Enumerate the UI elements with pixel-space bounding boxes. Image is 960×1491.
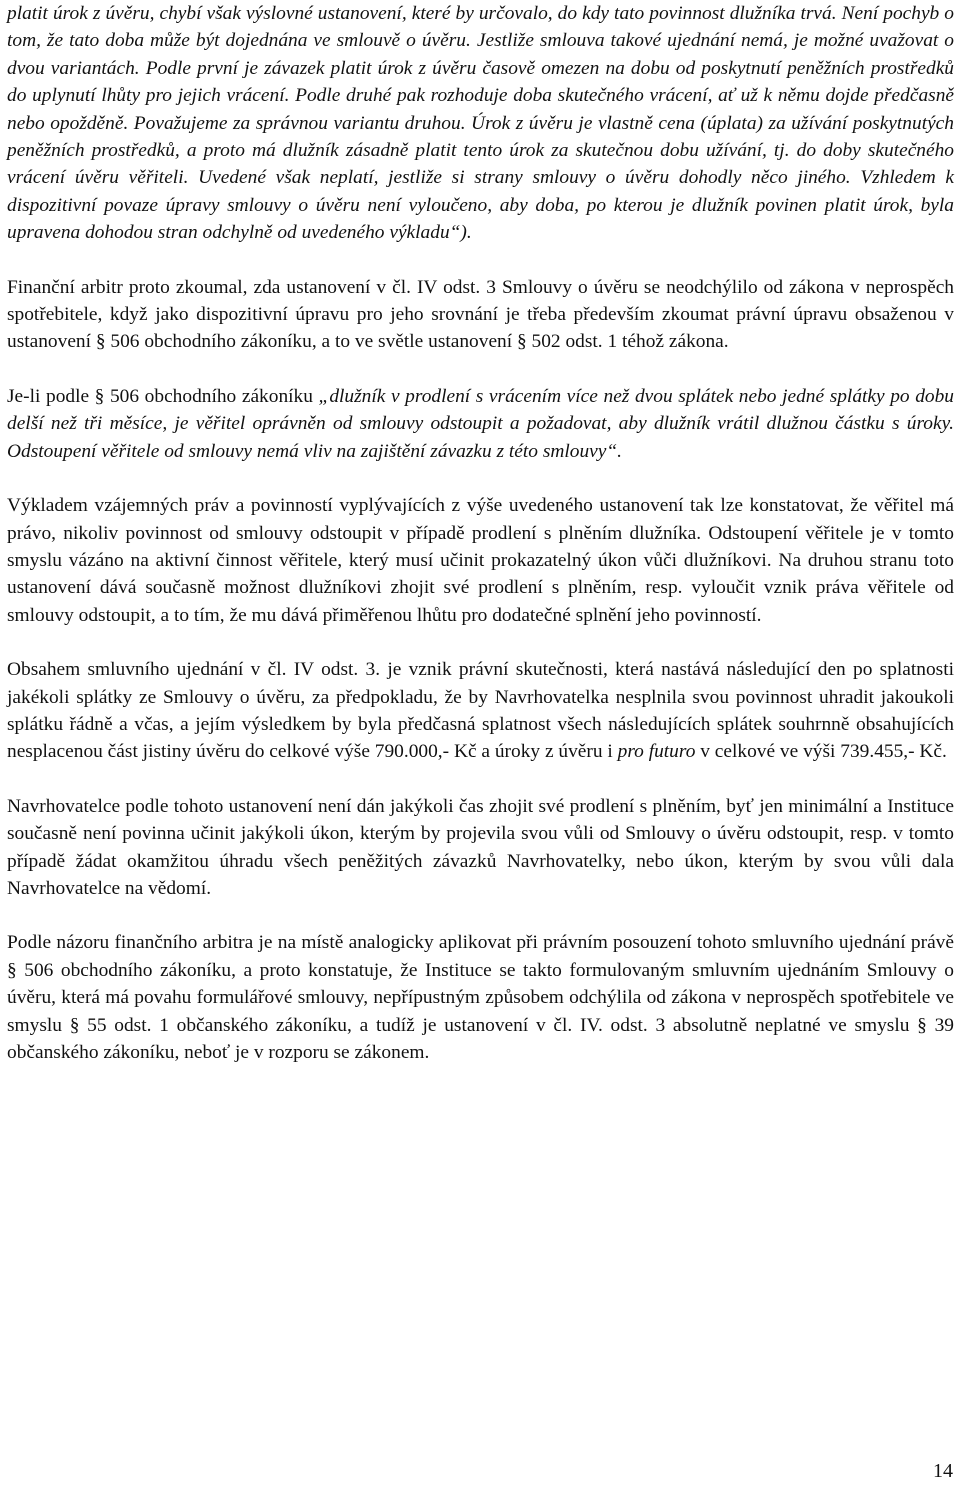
section-506-quote: „dlužník v prodlení s vrácením více než dvou splátek nebo jedné splátky po dobu delší než tři měsíce, je věřitel oprávněn od smlouvy odstoupit a požadovat, aby dlužník vrátil dlužnou částku s úroky. Odstoupení věřitele od smlouvy nemá vliv na zajištění závazku z této smlouvy“. — [7, 385, 955, 462]
paragraph-contract-content — [7, 656, 954, 766]
paragraph-section-506 — [7, 383, 954, 465]
paragraph-gap — [7, 629, 954, 656]
paragraph-gap — [7, 766, 954, 793]
section-506-lead: Je-li podle § 506 obchodního zákoníku — [7, 385, 319, 407]
contract-content-after: v celkové ve výši 739.455,- Kč. — [695, 741, 947, 763]
document-page — [7, 0, 954, 1066]
contract-content-before: Obsahem smluvního ujednání v čl. IV odst. 3. je vznik právní skutečnosti, která nastává následující den po splatnosti jakékoli splátky ze Smlouvy o úvěru, za předpokladu, že by Navrhovatelka nesplnila svou povinnost uhradit jakoukoli splátku řádně a včas, a jejím výsledkem by byla předčasná splatnost všech následujících splátek souhrnně obsahujících nesplacenou část jistiny úvěru do celkové výše 790.000,- Kč a úroky z úvěru i — [7, 659, 954, 763]
contract-content-italic: pro futuro — [617, 741, 696, 763]
paragraph-claimant-position: Navrhovatelce podle tohoto ustanovení není dán jakýkoli čas zhojit své prodlení s plněním, byť jen minimální a Instituce současně není povinna učinit jakýkoli úkon, kterým by projevila svou vůli od Smlouvy o úvěru odstoupit, resp. v tomto případě žádat okamžitou úhradu všech peněžitých závazků Navrhovatelky, nebo úkon, kterým by svou vůli dala Navrhovatelce na vědomí. — [7, 795, 954, 899]
page-number: 14 — [933, 1460, 953, 1482]
paragraph-gap — [7, 465, 954, 492]
paragraph-arbiter-examination: Finanční arbitr proto zkoumal, zda ustanovení v čl. IV odst. 3 Smlouvy o úvěru se neodchýlilo od zákona v neprospěch spotřebitele, když jako dispozitivní úpravu pro jeho srovnání je třeba především zkoumat právní úpravu obsaženou v ustanovení § 506 obchodního zákoníku, a to ve světle ustanovení § 502 odst. 1 téhož zákona. — [7, 276, 954, 353]
paragraph-gap — [7, 356, 954, 383]
paragraph-gap — [7, 902, 954, 929]
paragraph-quoted-commentary: platit úrok z úvěru, chybí však výslovné ustanovení, které by určovalo, do kdy tato povinnost dlužníka trvá. Není pochyb o tom, že tato doba může být dojednána ve smlouvě o úvěru. Jestliže smlouva takové ujednání nemá, je možné uvažovat o dvou variantách. Podle první je závazek platit úrok z úvěru časově omezen na dobu od poskytnutí peněžních prostředků do uplynutí lhůty pro jejich vrácení. Podle druhé pak rozhoduje doba skutečného vrácení, ať už k němu dojde předčasně nebo opožděně. Považujeme za správnou variantu druhou. Úrok z úvěru je vlastně cena (úplata) za užívání poskytnutých peněžních prostředků, a proto má dlužník zásadně platit tento úrok za skutečnou dobu užívání, tj. do doby skutečného vrácení úvěru věřiteli. Uvedené však neplatí, jestliže si strany smlouvy o úvěru dohodly něco jiného. Vzhledem k dispozitivní povaze úpravy smlouvy o úvěru není vyloučeno, aby doba, po kterou je dlužník povinen platit úrok, byla upravena dohodou stran odchylně od uvedeného výkladu“). — [7, 3, 954, 244]
paragraph-gap — [7, 247, 954, 274]
paragraph-arbiter-opinion: Podle názoru finančního arbitra je na místě analogicky aplikovat při právním posouzení tohoto smluvního ujednání právě § 506 obchodního zákoníku, a proto konstatuje, že Instituce se takto formulovaným smluvním ujednáním Smlouvy o úvěru, která má povahu formulářové smlouvy, nepřípustným způsobem odchýlila od zákona v neprospěch spotřebitele ve smyslu § 55 odst. 1 občanského zákoníku, a tudíž je ustanovení v čl. IV. odst. 3 absolutně neplatné ve smyslu § 39 občanského zákoníku, neboť je v rozporu se zákonem. — [7, 932, 954, 1063]
paragraph-interpretation: Výkladem vzájemných práv a povinností vyplývajících z výše uvedeného ustanovení tak lze konstatovat, že věřitel má právo, nikoliv povinnost od smlouvy odstoupit v případě prodlení s plněním dlužníka. Odstoupení věřitele je v tomto smyslu vázáno na aktivní činnost věřitele, který musí učinit prokazatelný úkon vůči dlužníkovi. Na druhou stranu toto ustanovení dává současně možnost dlužníkovi zhojit své prodlení s plněním, resp. vyloučit vznik práva věřitele od smlouvy odstoupit, a to tím, že mu dává přiměřenou lhůtu pro dodatečné splnění jeho povinností. — [7, 495, 954, 626]
